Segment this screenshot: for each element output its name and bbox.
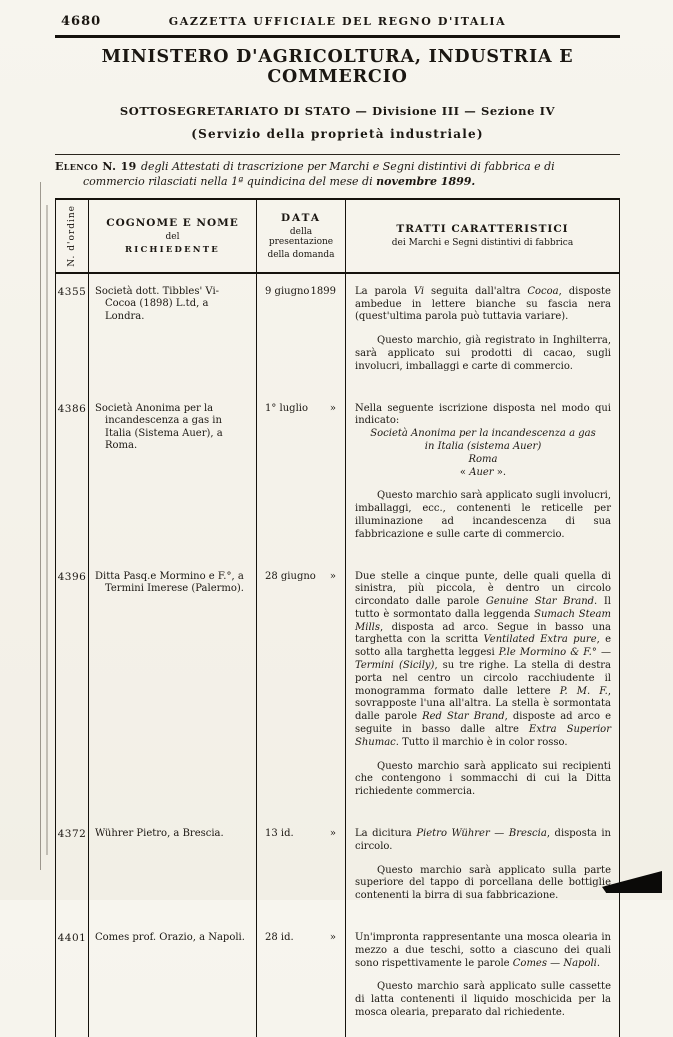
col-header-traits-line2: dei Marchi e Segni distintivi di fabbrica [391, 238, 574, 249]
trait-paragraph [355, 467, 611, 480]
subsecretariat-line: SOTTOSEGRETARIATO DI STATO — Divisione III — Sezione IV [119, 104, 556, 118]
date-year-or-ditto: 1899 [310, 285, 336, 297]
trait-segment: , disposte ambedue in lettere bianche su fascia nera (quest'ultima parola può tuttavia variare). [355, 285, 611, 323]
trait-segment: Questo marchio sarà applicato sui recipienti che contengono i sommacchi di cui la Ditta richiedente commercia. [355, 760, 611, 798]
applicant-name: Ditta Pasq.e Mormino e F.°, a Termini Imerese (Palermo). [95, 570, 244, 595]
applicant-name: Comes prof. Orazio, a Napoli. [95, 932, 245, 944]
date-year-or-ditto: » [329, 932, 336, 944]
trait-segment: La parola [355, 285, 414, 297]
trait-segment: ». [493, 466, 507, 478]
row-order-number: 4372 [56, 816, 89, 920]
trait-segment: La dicitura [355, 828, 417, 840]
trait-segment: Questo marchio sarà applicato sulla parte superiore del tappo di porcellana delle bottiglie contenenti la birra di sua fabbricazione. [355, 864, 611, 902]
col-header-applicant-line3: RICHIEDENTE [125, 244, 220, 255]
header-rule [55, 35, 620, 38]
running-header [55, 13, 620, 31]
row-traits-cell [346, 920, 619, 1037]
ministry-title: MINISTERO D'AGRICOLTURA, INDUSTRIA E COMMERCIO [101, 47, 574, 87]
date-year-or-ditto: » [329, 402, 336, 414]
trait-paragraph [355, 828, 611, 854]
date-day-month: 28 id. [265, 932, 294, 944]
date-day-month: 28 giugno [265, 570, 316, 582]
col-header-date-line2: della presentazione [268, 226, 334, 247]
trait-segment: « [459, 466, 470, 478]
row-date-cell [257, 391, 346, 559]
date-day-month: 9 giugno [265, 285, 310, 297]
col-header-applicant-line1: COGNOME E NOME [106, 216, 239, 229]
row-traits-cell [346, 391, 619, 559]
trait-segment: , su tre righe. La stella di destra porta nel centro un circolo racchiudente il monogramma formato dalle lettere [355, 660, 611, 697]
date-year-or-ditto: » [329, 828, 336, 840]
col-header-order [56, 200, 89, 272]
trait-segment: Sumach Steam Mills [355, 608, 611, 633]
row-applicant-cell [89, 391, 257, 559]
table-row [56, 559, 619, 817]
trait-segment: Auer [469, 466, 494, 478]
col-header-date [257, 200, 346, 272]
date-year-or-ditto: » [329, 570, 336, 582]
trait-paragraph [355, 441, 611, 454]
trait-segment: Cocoa [527, 285, 559, 297]
date-day-month: 13 id. [265, 828, 294, 840]
row-date-cell [257, 559, 346, 817]
table-row [56, 274, 619, 391]
trait-segment: in Italia (sistema Auer) [424, 440, 542, 452]
col-header-applicant [89, 200, 257, 272]
trait-segment: Un'impronta rappresentante una mosca olearia in mezzo a due teschi, sotto a ciascuno dei quali sono rispettivamente le parole [355, 932, 611, 969]
col-header-order-label: N. d'ordine [67, 205, 77, 267]
elenco-date: novembre 1899. [376, 174, 476, 188]
table-row [56, 920, 619, 1037]
row-order-number: 4396 [56, 559, 89, 817]
trait-segment: Roma [468, 453, 498, 465]
trait-segment: Extra Superior Shumac [355, 724, 611, 748]
trait-segment: . [596, 957, 601, 969]
row-date-cell [257, 920, 346, 1037]
trait-paragraph [355, 454, 611, 467]
trait-paragraph [355, 932, 611, 970]
table-header-row [56, 200, 619, 274]
trait-paragraph [355, 490, 611, 541]
col-header-traits [346, 200, 619, 272]
trait-segment: , e sotto alla targhetta leggesi [355, 634, 611, 659]
trait-paragraph [355, 335, 611, 373]
trait-segment: seguita dall'altra [424, 285, 528, 297]
trait-segment: Questo marchio sarà applicato sugli involucri, imballaggi, ecc., contenenti le reticelle per illuminazione ad incandescenza di sua fabbricazione e sulle carte di commercio. [355, 490, 611, 540]
trait-segment: Ventilated Extra pure [483, 634, 597, 646]
trait-segment: P. M. F. [559, 685, 608, 697]
scan-artifact-left-line-2 [46, 205, 48, 855]
trait-segment: , disposte ad arco e seguite in basso dalle altre [355, 711, 611, 736]
trait-paragraph [355, 428, 611, 441]
trait-paragraph [355, 403, 611, 429]
applicant-name: Società dott. Tibbles' Vi-Cocoa (1898) L.td, a Londra. [95, 285, 220, 322]
elenco-caption [55, 160, 620, 189]
section-rule [55, 154, 620, 155]
table-row [56, 816, 619, 920]
elenco-number: Elenco N. 19 [55, 160, 141, 173]
trait-segment: Vi [413, 285, 425, 297]
scan-artifact-left-line [40, 182, 41, 870]
row-applicant-cell [89, 559, 257, 817]
page-number: 4680 [61, 14, 102, 29]
row-order-number: 4386 [56, 391, 89, 559]
col-header-applicant-line2: del [165, 231, 180, 242]
trait-segment: . Tutto il marchio è in color rosso. [395, 736, 568, 748]
row-traits-cell [346, 816, 619, 920]
col-header-date-line1: DATA [280, 211, 322, 224]
trait-paragraph [355, 865, 611, 903]
trait-paragraph [355, 761, 611, 799]
date-day-month: 1° luglio [265, 402, 308, 414]
row-order-number: 4355 [56, 274, 89, 391]
elenco-description: degli Attestati di trascrizione per Marchi e Segni distintivi di fabbrica e di commercio rilasciati nella 1ª quindicina del mese di [83, 160, 555, 188]
table-body [56, 274, 619, 1037]
col-header-date-line3: della domanda [267, 249, 335, 260]
applicant-name: Wührer Pietro, a Brescia. [95, 828, 224, 840]
trait-paragraph [355, 571, 611, 750]
trait-segment: , disposta ad arco. Segue in basso una targhetta con la scritta [355, 621, 611, 646]
trait-segment: P.le Mormino & F.° — Termini (Sicily) [355, 647, 612, 672]
trait-segment: Comes — Napoli [512, 957, 597, 969]
trait-segment: Società Anonima per la incandescenza a gas [370, 428, 596, 440]
row-date-cell [257, 816, 346, 920]
trait-segment: . Il tutto è sormontato dalla leggenda [355, 596, 612, 620]
row-traits-cell [346, 559, 619, 817]
trait-segment: Genuine Star Brand [485, 596, 595, 608]
applicant-name: Società Anonima per la incandescenza a gas in Italia (Sistema Auer), a Roma. [95, 402, 223, 452]
trait-segment: Nella seguente iscrizione disposta nel modo qui indicato: [355, 402, 611, 427]
row-applicant-cell [89, 816, 257, 920]
trait-segment: Questo marchio sarà applicato sulle cassette di latta contenenti il liquido moschicida per la mosca olearia, preparato dal richiedente. [355, 981, 611, 1019]
journal-title: GAZZETTA UFFICIALE DEL REGNO D'ITALIA [168, 15, 507, 28]
trait-paragraph [355, 286, 611, 324]
trait-segment: Due stelle a cinque punte, delle quali quella di sinistra, più piccola, è dentro un circolo circondato dalle parole [355, 570, 611, 608]
trait-segment: , sovrapposte l'una all'altra. La stella è sormontata dalle parole [355, 685, 612, 723]
trademark-table [55, 198, 620, 1037]
row-applicant-cell [89, 920, 257, 1037]
col-header-traits-line1: TRATTI CARATTERISTICI [396, 223, 569, 236]
row-date-cell [257, 274, 346, 391]
trait-paragraph [355, 981, 611, 1019]
row-order-number: 4401 [56, 920, 89, 1037]
trait-segment: Questo marchio, già registrato in Inghilterra, sarà applicato sui prodotti di cacao, sugli involucri, imballaggi e carte di commercio. [355, 335, 611, 372]
trait-segment: , disposta in circolo. [355, 828, 611, 852]
trait-segment: Red Star Brand [422, 711, 505, 723]
trait-segment: Pietro Wührer — Brescia [416, 828, 547, 840]
row-applicant-cell [89, 274, 257, 391]
table-row [56, 391, 619, 559]
row-traits-cell [346, 274, 619, 391]
service-line: (Servizio della proprietà industriale) [191, 127, 484, 141]
